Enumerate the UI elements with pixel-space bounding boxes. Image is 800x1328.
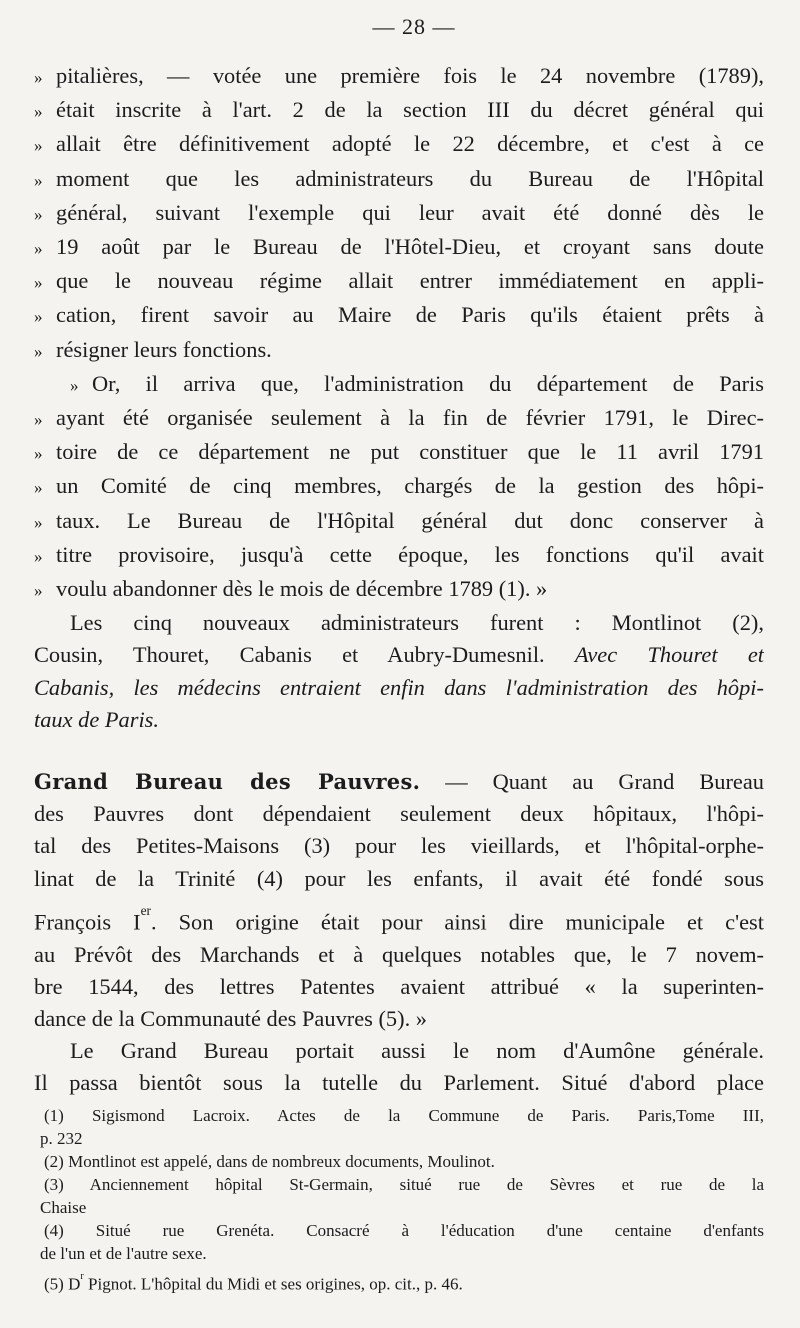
text-line: » titre provisoire, jusqu'à cette époque, les fonctions qu'il avait: [34, 541, 764, 567]
section-heading: Grand Bureau des Pauvres.: [34, 769, 421, 795]
footnote-5: (5) $D^r$ Pignot. L'hôpital du Midi et ses origines, op. cit., p. 46.: [44, 1271, 463, 1294]
text-line: » ayant été organisée seulement à la fin de février 1791, le Direc-: [34, 405, 764, 431]
section-grand-bureau: [34, 766, 764, 1035]
text-line: » cation, firent savoir au Maire de Paris qu'ils étaient prêts à: [34, 302, 764, 328]
text-line: Cousin, Thouret, Cabanis et Aubry-Dumesnil. Avec Thouret et: [34, 642, 764, 668]
page-number: — 28 —: [372, 14, 456, 39]
italic-emphasis: taux de Paris.: [34, 706, 159, 732]
text-line: » moment que les administrateurs du Bureau de l'Hôpital: [34, 165, 764, 191]
text-line: François Ier. Son origine était pour ainsi dire municipale et c'est: [34, 902, 764, 935]
text-line: Il passa bientôt sous la tutelle du Parlement. Situé d'abord place: [34, 1070, 764, 1096]
section-spacer: [34, 736, 764, 766]
text-line: » pitalières, — votée une première fois le 24 novembre (1789),: [34, 63, 764, 88]
footnote-4: (4) Situé rue Grenéta. Consacré à l'éducation d'une centaine d'enfants: [44, 1221, 764, 1240]
text-line: au Prévôt des Marchands et à quelques notables que, le 7 novem-: [34, 941, 764, 967]
quoted-paragraph-1: [34, 60, 764, 368]
superscript: r: [80, 1271, 84, 1282]
text-line: Grand Bureau des Pauvres. — Quant au Grand Bureau: [34, 769, 764, 795]
superscript: er: [140, 902, 152, 918]
text-line: tal des Petites-Maisons (3) pour les vieillards, et l'hôpital-orphe-: [34, 833, 764, 859]
text-line: des Pauvres dont dépendaient seulement deux hôpitaux, l'hôpi-: [34, 801, 764, 827]
text-line: linat de la Trinité (4) pour les enfants, il avait été fondé sous: [34, 865, 764, 891]
main-text: [34, 60, 764, 1100]
footnote-1-continued: p. 232: [40, 1129, 83, 1148]
footnote-4-continued: de l'un et de l'autre sexe.: [40, 1244, 207, 1263]
paragraph-aumone: [34, 1035, 764, 1099]
footnote-1: (1) Sigismond Lacroix. Actes de la Commune de Paris. Paris,Tome III,: [44, 1106, 764, 1125]
quoted-paragraph-2: [34, 368, 764, 607]
text-line: » taux. Le Bureau de l'Hôpital général dut donc conserver à: [34, 507, 764, 533]
footnote-3-continued: Chaise: [40, 1198, 87, 1217]
text-line: bre 1544, des lettres Patentes avaient attribué « la superinten-: [34, 973, 764, 999]
text-line: » que le nouveau régime allait entrer immédiatement en appli-: [34, 268, 764, 294]
text-line: » allait être définitivement adopté le 22 décembre, et c'est à ce: [34, 131, 764, 157]
text-line: » général, suivant l'exemple qui leur avait été donné dès le: [34, 199, 764, 225]
text-line: Le Grand Bureau portait aussi le nom d'Aumône générale.: [70, 1038, 764, 1064]
text-line: » toire de ce département ne put constituer que le 11 avril 1791: [34, 439, 764, 465]
text-line: » Or, il arriva que, l'administration du département de Paris: [70, 370, 764, 396]
text-line: » était inscrite à l'art. 2 de la section III du décret général qui: [34, 97, 764, 123]
text-line: Les cinq nouveaux administrateurs furent : Montlinot (2),: [70, 610, 764, 636]
paragraph-administrators: [34, 607, 764, 736]
text-line: » 19 août par le Bureau de l'Hôtel-Dieu, et croyant sans doute: [34, 234, 764, 260]
footnotes: [40, 1104, 764, 1295]
footnote-3: (3) Anciennement hôpital St-Germain, situé rue de Sèvres et rue de la: [44, 1175, 764, 1194]
italic-emphasis: Avec Thouret et: [574, 642, 764, 668]
italic-emphasis: Cabanis, les médecins entraient enfin dans l'administration des hôpi-: [34, 674, 764, 700]
text-line: dance de la Communauté des Pauvres (5). »: [34, 1005, 427, 1031]
footnote-2: (2) Montlinot est appelé, dans de nombreux documents, Moulinot.: [44, 1152, 495, 1171]
text-line: » un Comité de cinq membres, chargés de la gestion des hôpi-: [34, 473, 764, 499]
text-line: » résigner leurs fonctions.: [34, 336, 272, 362]
text-line: » voulu abandonner dès le mois de décembre 1789 (1). »: [34, 576, 548, 602]
